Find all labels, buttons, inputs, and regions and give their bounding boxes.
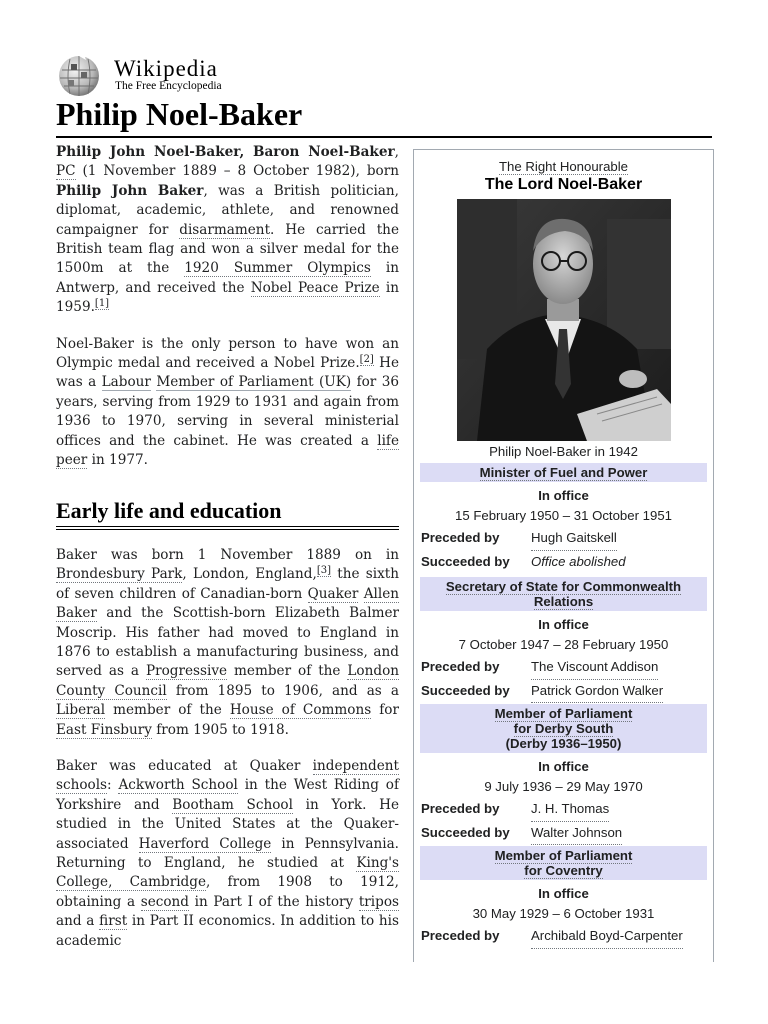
in-office-label: In office [538, 886, 589, 901]
link-mp-uk[interactable]: Member of Parliament (UK) [156, 374, 352, 391]
link-quaker[interactable]: Quaker [307, 585, 359, 602]
office-header-coventry [420, 846, 707, 880]
successor-text: Office abolished [531, 553, 626, 569]
link-member-of-parliament[interactable]: Member of Parliament [494, 848, 633, 863]
link-progressive[interactable]: Progressive [145, 663, 228, 680]
wikipedia-wordmark[interactable]: Wikipedia [114, 56, 218, 81]
link-allen-baker[interactable]: Allen Baker [56, 585, 400, 622]
succeeded-label: Succeeded by [421, 824, 510, 840]
preceded-label: Preceded by [421, 928, 500, 943]
link-labour[interactable]: Labour [101, 374, 151, 391]
succeeded-label: Succeeded by [421, 682, 510, 698]
preceded-row [414, 797, 713, 821]
infobox [413, 149, 714, 962]
portrait-image [457, 199, 671, 441]
title-divider [56, 136, 712, 138]
office-dates: 15 February 1950 – 31 October 1951 [454, 508, 672, 523]
reference-2[interactable]: [2] [359, 353, 374, 365]
succeeded-row [414, 821, 713, 845]
office-dates: 30 May 1929 – 6 October 1931 [472, 906, 655, 921]
office-dates: 9 July 1936 – 29 May 1970 [484, 779, 643, 794]
reference-1[interactable]: [1] [94, 297, 110, 309]
link-london-county-council[interactable]: London County Council [56, 663, 400, 699]
succeeded-row [414, 550, 713, 574]
preceded-row [414, 655, 713, 679]
link-disarmament[interactable]: disarmament [179, 221, 271, 238]
lead-paragraph-1: Philip John Noel-Baker, Baron Noel-Baker, PC (1 November 1889 – 8 October 1982), born Philip John Baker, was a British politician, diplomat, academic, athlete, and renowned campaigner for disarmament. He carried the British team flag and won a silver medal for the 1500m at the 1920 Summer Olympics in Antwerp, and received the Nobel Peace Prize in 1959.[1] [56, 144, 399, 316]
portrait-photo[interactable] [457, 199, 671, 441]
office-header-derby [420, 704, 707, 753]
in-office-label: In office [538, 488, 589, 503]
site-header [56, 54, 296, 96]
birth-name: Philip John Baker [56, 182, 204, 199]
link-kings-college[interactable]: King's College, Cambridge [56, 855, 399, 891]
preceded-label: Preceded by [421, 801, 500, 816]
link-bootham-school[interactable]: Bootham School [172, 796, 293, 813]
link-nobel-peace-prize[interactable]: Nobel Peace Prize [250, 279, 380, 296]
link-life-peer[interactable]: life peer [56, 432, 399, 469]
early-life-paragraph-1: Baker was born 1 November 1889 on in Brondesbury Park, London, England,[3] the sixth of seven children of Canadian-born Quaker Allen Baker and the Scottish-born Elizabeth Balmer Moscrip. His father had moved to England in 1876 to establish a manufacturing business, and served as a Progressive member of the London County Council from 1895 to 1906, and as a Liberal member of the House of Commons for East Finsbury from 1905 to 1918. [56, 546, 400, 738]
link-minister-fuel-power[interactable]: Minister of Fuel and Power [479, 465, 648, 480]
preceded-row [414, 526, 713, 550]
wikipedia-globe-icon[interactable] [56, 54, 102, 98]
early-life-paragraph-2: Baker was educated at Quaker independent schools: Ackworth School in the West Riding of Yorkshire and Bootham School in York. He studied in the United States at the Quaker-associated Haverford College in Pennsylvania. Returning to England, he studied at King's College, Cambridge, from 1908 to 1912, obtaining a second in Part I of the history tripos and a first in Part II economics. In addition to his academic [56, 757, 400, 949]
link-tripos[interactable]: tripos [358, 893, 400, 910]
reference-3[interactable]: [3] [316, 564, 331, 576]
link-predecessor[interactable]: The Viscount Addison [531, 655, 658, 680]
derby-note: (Derby 1936–1950) [505, 736, 622, 751]
portrait-caption: Philip Noel-Baker in 1942 [489, 444, 638, 459]
wikipedia-tagline: The Free Encyclopedia [115, 80, 222, 92]
link-haverford-college[interactable]: Haverford College [138, 835, 272, 852]
link-successor[interactable]: Patrick Gordon Walker [531, 679, 663, 704]
office-header-commonwealth [420, 577, 707, 611]
link-successor[interactable]: Walter Johnson [531, 821, 622, 846]
infobox-name: The Lord Noel-Baker [484, 176, 643, 193]
link-secretary-commonwealth[interactable]: Secretary of State for Commonwealth Relations [445, 579, 682, 609]
lead-paragraph-2: Noel-Baker is the only person to have won an Olympic medal and received a Nobel Prize.[2] He was a Labour Member of Parliament (UK) for 36 years, serving from 1929 to 1931 and again from 1936 to 1970, serving in several ministerial offices and the cabinet. He was created a life peer in 1977. [56, 335, 399, 469]
link-ackworth-school[interactable]: Ackworth School [118, 777, 238, 794]
link-predecessor[interactable]: J. H. Thomas [531, 797, 609, 822]
page-title: Philip Noel-Baker [56, 96, 303, 132]
preceded-label: Preceded by [421, 530, 500, 545]
link-house-of-commons[interactable]: House of Commons [229, 702, 372, 719]
link-independent-schools[interactable]: independent schools [56, 757, 399, 794]
article-body [56, 143, 399, 968]
link-member-of-parliament[interactable]: Member of Parliament [494, 706, 633, 721]
link-brondesbury-park[interactable]: Brondesbury Park [56, 566, 183, 583]
link-second[interactable]: second [140, 893, 189, 910]
preceded-row [414, 924, 713, 948]
succeeded-label: Succeeded by [421, 553, 510, 569]
section-divider [56, 529, 399, 530]
link-predecessor[interactable]: Hugh Gaitskell [531, 526, 617, 551]
link-pc[interactable]: PC [56, 163, 76, 180]
infobox-honorific: The Right Honourable [498, 159, 629, 174]
in-office-label: In office [538, 617, 589, 632]
subject-name: Philip John Noel-Baker, Baron Noel-Baker [56, 144, 395, 160]
link-predecessor[interactable]: Archibald Boyd-Carpenter [531, 924, 683, 949]
link-coventry[interactable]: for Coventry [524, 863, 603, 878]
in-office-label: In office [538, 759, 589, 774]
link-east-finsbury[interactable]: East Finsbury [56, 721, 152, 738]
preceded-label: Preceded by [421, 659, 500, 674]
link-first[interactable]: first [99, 913, 128, 930]
link-derby-south[interactable]: for Derby South [513, 721, 614, 736]
office-header-fuel-power [420, 463, 707, 482]
office-dates: 7 October 1947 – 28 February 1950 [458, 637, 669, 652]
succeeded-row [414, 679, 713, 703]
link-liberal[interactable]: Liberal [56, 702, 106, 719]
section-heading-early-life: Early life and education [56, 501, 399, 527]
link-1920-olympics[interactable]: 1920 Summer Olympics [184, 260, 371, 277]
